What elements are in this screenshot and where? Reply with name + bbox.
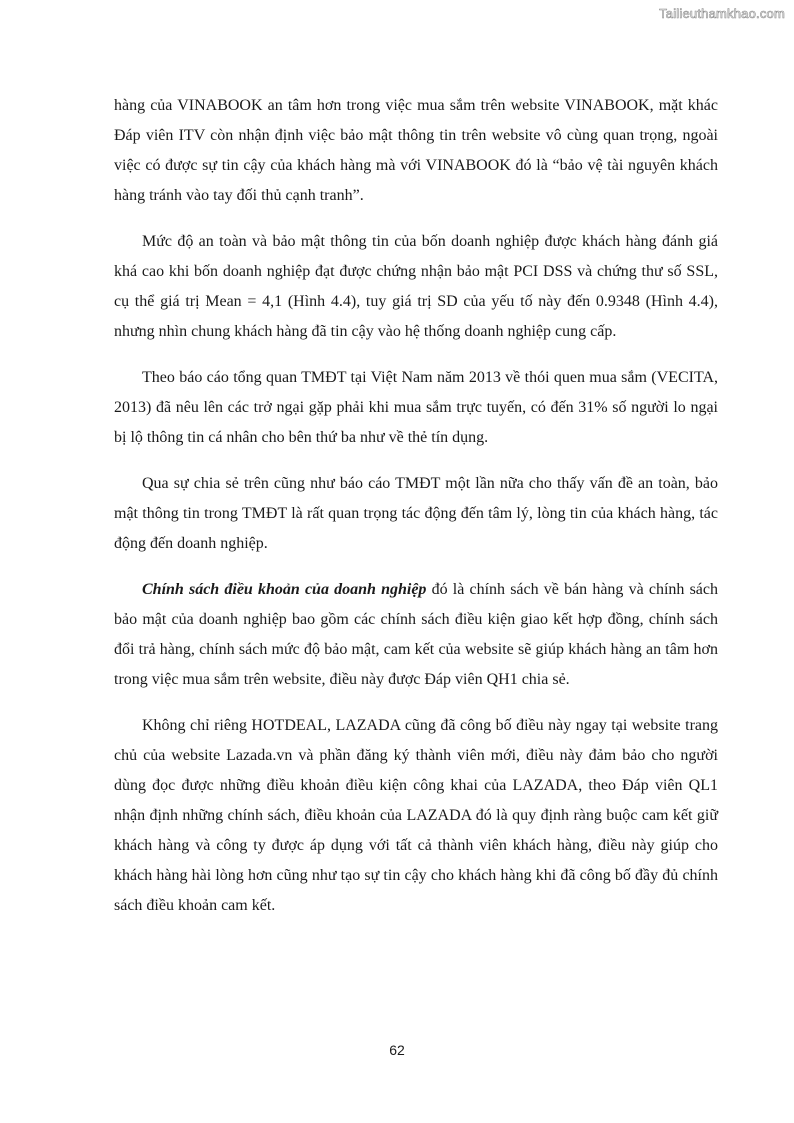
page-number: 62 <box>389 1042 405 1058</box>
paragraph-vecita-report <box>114 363 718 453</box>
paragraph-text: đó là chính sách về bán hàng và chính sách bảo mật của doanh nghiệp bao gồm các chính sách điều kiện giao kết hợp đồng, chính sách đổi trả hàng, chính sách mức độ bảo mật, cam kết của website sẽ giúp khách hàng an tâm hơn trong việc mua sắm trên website, điều này được Đáp viên QH1 chia sẻ. <box>114 581 719 688</box>
paragraph-lazada <box>114 711 718 921</box>
paragraph-text: hàng của VINABOOK an tâm hơn trong việc mua sắm trên website VINABOOK, mặt khác Đáp viên ITV còn nhận định việc bảo mật thông tin trên website vô cùng quan trọng, ngoài việc có được sự tin cậy của khách hàng mà với VINABOOK đó là “bảo vệ tài nguyên khách hàng tránh vào tay đối thủ cạnh tranh”. <box>114 97 718 204</box>
paragraph-text: Qua sự chia sẻ trên cũng như báo cáo TMĐT một lần nữa cho thấy vấn đề an toàn, bảo mật thông tin trong TMĐT là rất quan trọng tác động đến tâm lý, lòng tin của khách hàng, tác động đến doanh nghiệp. <box>114 475 718 552</box>
document-body <box>114 91 718 937</box>
paragraph-text: Mức độ an toàn và bảo mật thông tin của bốn doanh nghiệp được khách hàng đánh giá khá cao khi bốn doanh nghiệp đạt được chứng nhận bảo mật PCI DSS và chứng thư số SSL, cụ thể giá trị Mean = 4,1 (Hình 4.4), tuy giá trị SD của yếu tố này đến 0.9348 (Hình 4.4), nhưng nhìn chung khách hàng đã tin cậy vào hệ thống doanh nghiệp cung cấp. <box>114 233 718 340</box>
paragraph-continuation <box>114 91 718 211</box>
paragraph-policy-terms <box>114 575 718 695</box>
paragraph-text: Theo báo cáo tổng quan TMĐT tại Việt Nam năm 2013 về thói quen mua sắm (VECITA, 2013) đã nêu lên các trở ngại gặp phải khi mua sắm trực tuyến, có đến 31% số người lo ngại bị lộ thông tin cá nhân cho bên thứ ba như về thẻ tín dụng. <box>114 369 718 446</box>
watermark-text: Tailieuthamkhao.com <box>659 6 785 21</box>
paragraph-bold-lead: Chính sách điều khoản của doanh nghiệp <box>142 581 427 598</box>
paragraph-summary <box>114 469 718 559</box>
paragraph-security-rating <box>114 227 718 347</box>
paragraph-text: Không chỉ riêng HOTDEAL, LAZADA cũng đã công bố điều này ngay tại website trang chủ của website Lazada.vn và phần đăng ký thành viên mới, điều này đảm bảo cho người dùng đọc được những điều khoản điều kiện công khai của LAZADA, theo Đáp viên QL1 nhận định những chính sách, điều khoản của LAZADA đó là quy định ràng buộc cam kết giữ khách hàng và công ty được áp dụng với tất cả thành viên khách hàng, điều này giúp cho khách hàng hài lòng hơn cũng như tạo sự tin cậy cho khách hàng khi đã công bố đầy đủ chính sách điều khoản cam kết. <box>114 717 718 914</box>
